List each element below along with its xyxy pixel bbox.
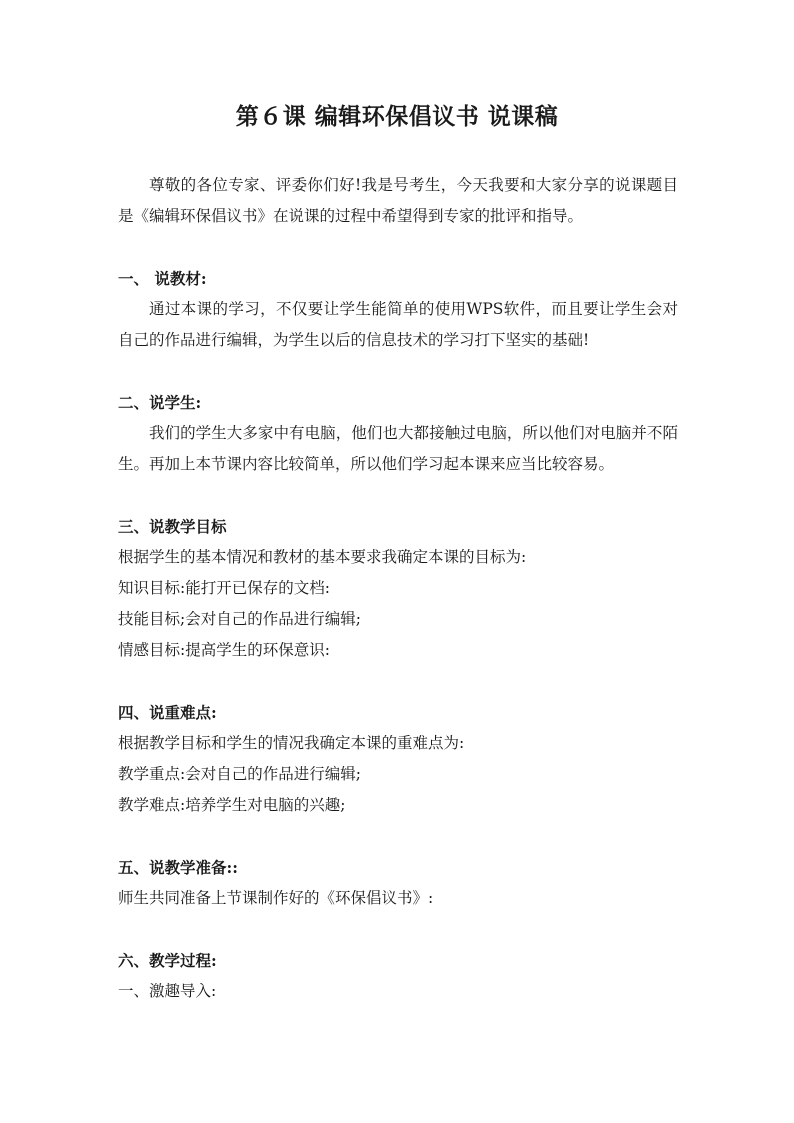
document-body (118, 170, 678, 1007)
section-heading-key-points: 四、说重难点: (118, 703, 217, 722)
key-points-line: 根据教学目标和学生的情况我确定本课的重难点为: (118, 734, 465, 752)
section-heading-process: 六、教学过程: (118, 951, 217, 970)
objectives-line: 知识目标:能打开已保存的文档: (118, 579, 330, 597)
key-points-line: 教学难点:培养学生对电脑的兴趣; (118, 796, 346, 814)
section-heading-textbook: 一、 说教材: (118, 269, 207, 288)
spacer (118, 356, 678, 387)
section-heading-preparation: 五、说教学准备:: (118, 858, 238, 877)
intro-paragraph: 尊敬的各位专家、评委你们好!我是号考生，今天我要和大家分享的说课题目是《编辑环保倡议书》在说课的过程中希望得到专家的批评和指导。 (118, 176, 678, 225)
section-heading-students: 二、说学生: (118, 393, 202, 412)
section-heading-objectives: 三、说教学目标 (118, 517, 227, 536)
spacer (118, 666, 678, 697)
objectives-line: 根据学生的基本情况和教材的基本要求我确定本课的目标为: (118, 548, 527, 566)
objectives-line: 情感目标:提高学生的环保意识: (118, 641, 330, 659)
spacer (118, 821, 678, 852)
process-line: 一、激趣导入: (118, 982, 217, 1000)
objectives-line: 技能目标;会对自己的作品进行编辑; (118, 610, 361, 628)
spacer (118, 480, 678, 511)
spacer (118, 914, 678, 945)
preparation-line: 师生共同准备上节课制作好的《环保倡议书》: (118, 889, 434, 907)
section-body-students: 我们的学生大多家中有电脑，他们也大都接触过电脑，所以他们对电脑并不陌生。再加上本节课内容比较简单，所以他们学习起本课来应当比较容易。 (118, 424, 678, 473)
spacer (118, 232, 678, 263)
page-title: 第６课 编辑环保倡议书 说课稿 (235, 103, 559, 130)
section-body-textbook: 通过本课的学习，不仅要让学生能简单的使用WPS软件，而且要让学生会对自己的作品进行编辑，为学生以后的信息技术的学习打下坚实的基础! (118, 300, 678, 349)
key-points-line: 教学重点:会对自己的作品进行编辑; (118, 765, 361, 783)
